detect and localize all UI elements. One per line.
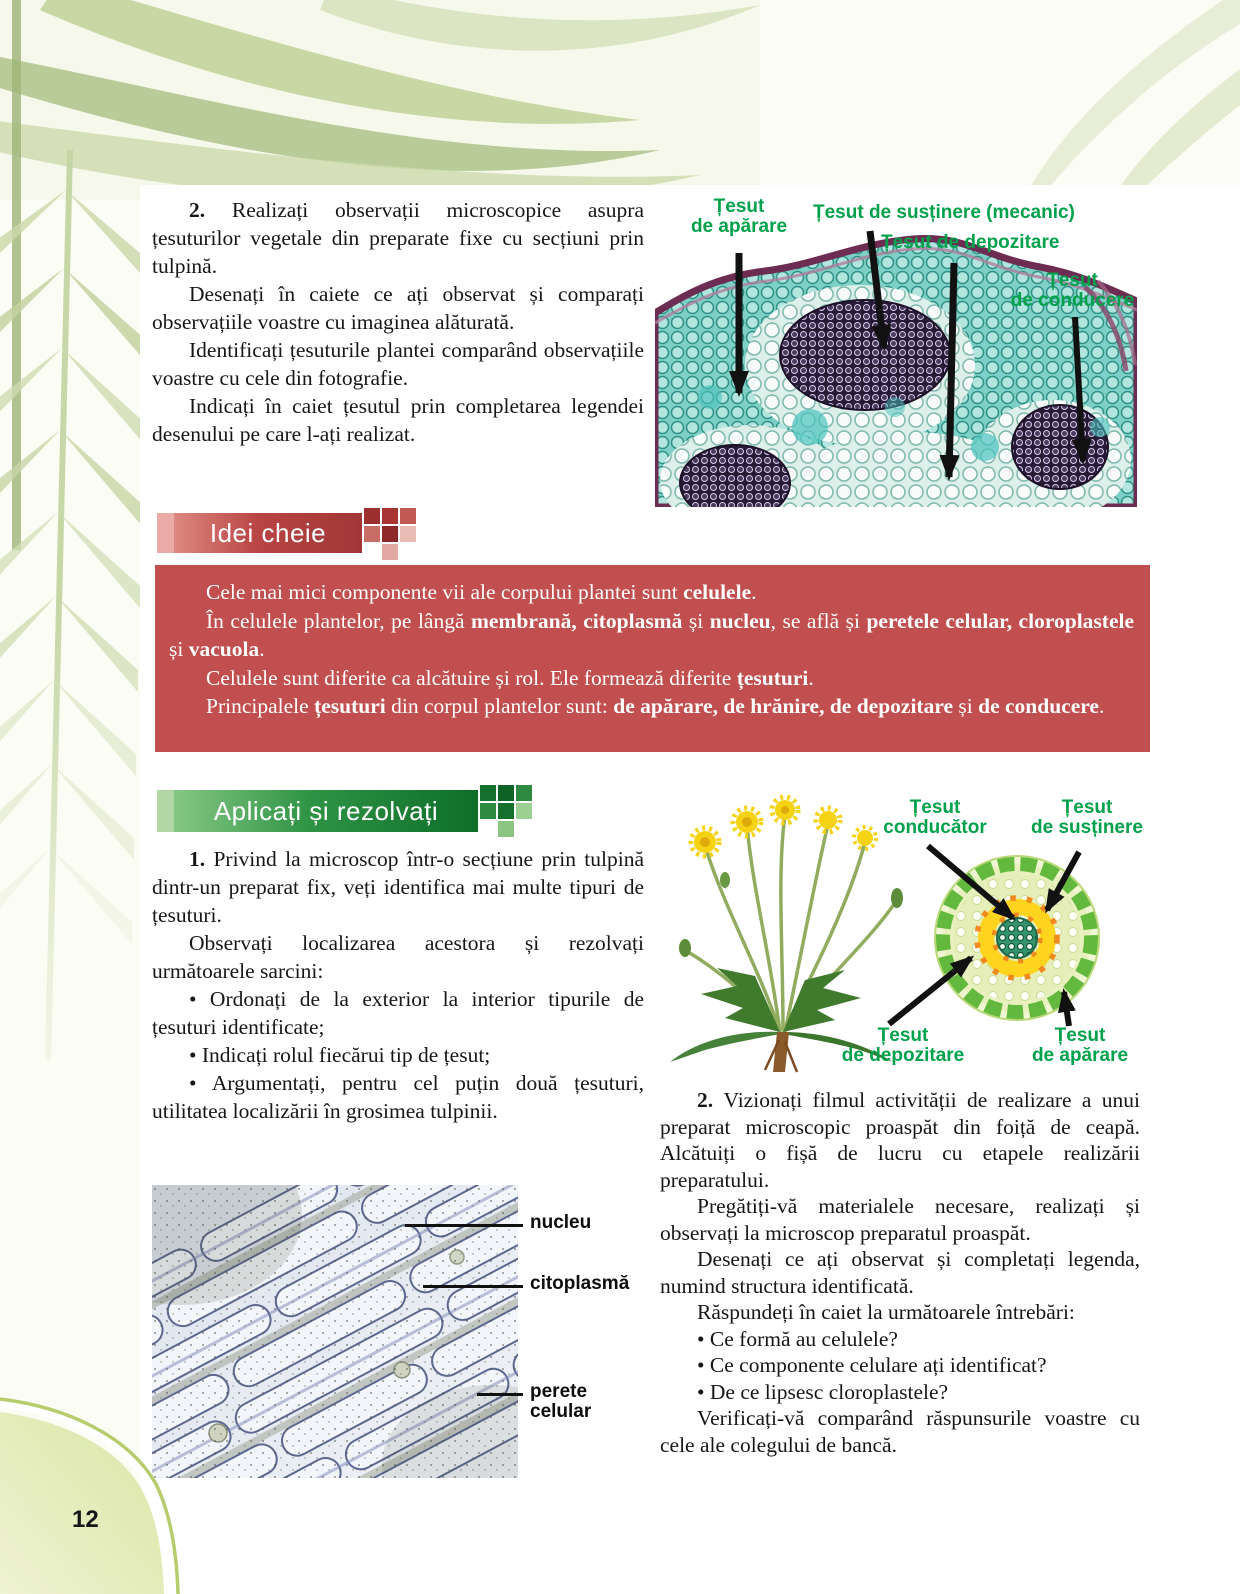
perete-celular-leader-line	[477, 1393, 523, 1396]
section-aplicati	[152, 845, 644, 1125]
tissue-label-sustinere: Țesut de susținere (mecanic)	[813, 202, 1075, 223]
bullet-item: • Ce formă au celulele?	[697, 1326, 898, 1351]
paragraph: Identificați țesuturile plantei comparând observațiile voastre cu cele din fotografie.	[152, 338, 644, 390]
bullet-item: • Argumentați, pentru cel puțin două țesuturi, utilitatea localizării în grosimea tulpinii.	[152, 1071, 644, 1123]
tissue-label-aparare: Țesut de apărare	[690, 196, 788, 237]
label-perete-celular: perete celular	[530, 1381, 592, 1422]
tissue-label-depozitare: Țesut de depozitare	[841, 1025, 965, 1066]
tissue-label-sustinere: Țesut de susținere	[1031, 797, 1143, 838]
paragraph: Verificați-vă comparând răspunsurile voastre cu cele ale colegului de bancă.	[660, 1406, 1140, 1457]
banner-squares-decoration	[478, 790, 536, 832]
tissue-label-depozitare: Țesut de depozitare	[881, 232, 1060, 253]
tissue-label-conducator: Țesut conducător	[883, 797, 987, 838]
dandelion-figure	[665, 780, 1143, 1078]
paragraph: Desenați în caiete ce ați observat și comparați observațiile voastre cu imaginea alăturată.	[152, 282, 644, 334]
section-observatii	[152, 196, 644, 448]
corner-decoration	[0, 1394, 190, 1594]
citoplasma-leader-line	[423, 1285, 523, 1288]
bullet-item: • De ce lipsesc cloroplastele?	[697, 1379, 949, 1404]
bullet-item: • Ordonați de la exterior la interior tipurile de țesuturi identificate;	[152, 987, 644, 1039]
bullet-item: • Ce componente celulare ați identificat?	[697, 1353, 1047, 1377]
stem-cross-section-figure	[655, 195, 1137, 507]
aplicati-banner	[157, 790, 536, 832]
paragraph: 2. Vizionați filmul activității de realizare a unui preparat microscopic proaspăt din foiță de ceapă. Alcătuiți o fișă de lucru cu etapele realizării preparatului.	[660, 1088, 1141, 1192]
paragraph: Indicați în caiet țesutul prin completarea legendei desenului pe care l-ați realizat.	[152, 394, 644, 446]
idei-cheie-banner	[157, 513, 420, 553]
paragraph: Răspundeți în caiet la următoarele întrebări:	[697, 1300, 1075, 1324]
key-ideas-box	[155, 565, 1150, 752]
onion-micrograph-image	[152, 1185, 518, 1478]
tissue-label-conducere: Țesut de conducere	[1010, 270, 1135, 311]
label-citoplasma: citoplasmă	[530, 1273, 630, 1294]
paragraph: Pregătiți-vă materialele necesare, realizați și observați la microscop preparatul proaspăt.	[660, 1194, 1140, 1245]
key-idea: Principalele țesuturi din corpul plantelor sunt: de apărare, de hrănire, de depozitare și de conducere.	[206, 694, 1105, 718]
paragraph: 1. Privind la microscop într-o secțiune prin tulpină dintr-un preparat fix, veți identifica mai multe tipuri de țesuturi.	[152, 847, 645, 927]
paragraph: 2. Realizați observații microscopice asupra țesuturilor vegetale din preparate fixe cu secțiuni prin tulpină.	[152, 198, 645, 278]
page-number: 12	[72, 1506, 99, 1533]
label-nucleu: nucleu	[530, 1212, 592, 1233]
section-film	[660, 1087, 1140, 1458]
key-idea: Celulele sunt diferite ca alcătuire și rol. Ele formează diferite țesuturi.	[206, 665, 814, 690]
stem-section-diagram	[935, 856, 1099, 1020]
paragraph: Desenați ce ați observat și completați legenda, numind structura identificată.	[660, 1247, 1140, 1298]
banner-squares-decoration	[362, 513, 420, 553]
aplicati-title: Aplicați și rezolvați	[174, 790, 478, 832]
banner-lead-square	[157, 790, 174, 832]
banner-lead-square	[157, 513, 174, 553]
nucleu-leader-line	[405, 1224, 523, 1227]
onion-cells-figure	[152, 1185, 652, 1478]
key-idea: În celulele plantelor, pe lângă membrană, citoplasmă și nucleu, se află și peretele celular, cloroplastele și vacuola.	[169, 608, 1134, 661]
key-idea: Cele mai mici componente vii ale corpului plantei sunt celulele.	[206, 580, 757, 604]
tissue-label-aparare: Țesut de apărare	[1031, 1025, 1129, 1066]
paragraph: Observați localizarea acestora și rezolvați următoarele sarcini:	[152, 931, 644, 983]
idei-cheie-title: Idei cheie	[174, 513, 362, 553]
bullet-item: • Indicați rolul fiecărui tip de țesut;	[189, 1043, 491, 1067]
